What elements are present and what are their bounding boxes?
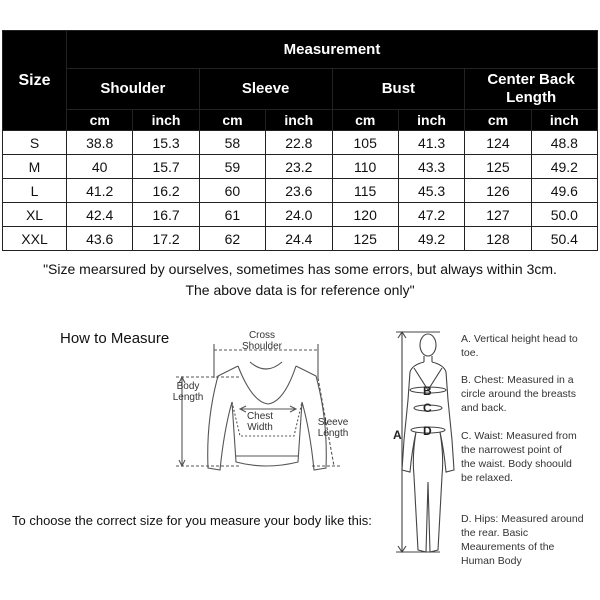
sleeve-length-label: Sleeve Length <box>317 417 349 439</box>
value-cell: 15.7 <box>133 155 199 179</box>
value-cell: 24.4 <box>266 227 332 251</box>
unit-header: cm <box>465 110 531 131</box>
size-cell: S <box>3 131 67 155</box>
column-header-bust: Bust <box>332 69 465 110</box>
value-cell: 43.3 <box>398 155 464 179</box>
value-cell: 126 <box>465 179 531 203</box>
value-cell: 41.3 <box>398 131 464 155</box>
value-cell: 42.4 <box>67 203 133 227</box>
body-length-label: Body Length <box>172 381 204 403</box>
value-cell: 15.3 <box>133 131 199 155</box>
column-header-shoulder: Shoulder <box>67 69 200 110</box>
definition-d: D. Hips: Measured around the rear. Basic Meaurements of the Human Body <box>461 513 584 567</box>
value-cell: 16.7 <box>133 203 199 227</box>
value-cell: 38.8 <box>67 131 133 155</box>
value-cell: 124 <box>465 131 531 155</box>
value-cell: 49.2 <box>398 227 464 251</box>
choose-size-text: To choose the correct size for you measure your body like this: <box>12 513 372 528</box>
value-cell: 49.2 <box>531 155 597 179</box>
value-cell: 23.2 <box>266 155 332 179</box>
measurement-header: Measurement <box>67 31 598 69</box>
value-cell: 17.2 <box>133 227 199 251</box>
value-cell: 125 <box>465 155 531 179</box>
value-cell: 110 <box>332 155 398 179</box>
unit-header: cm <box>199 110 265 131</box>
value-cell: 23.6 <box>266 179 332 203</box>
value-cell: 24.0 <box>266 203 332 227</box>
how-to-measure-title: How to Measure <box>60 330 170 347</box>
chest-width-label: Chest Width <box>246 411 274 433</box>
value-cell: 50.4 <box>531 227 597 251</box>
column-header-center-back-length: Center Back Length <box>465 69 598 110</box>
unit-header: inch <box>531 110 597 131</box>
value-cell: 43.6 <box>67 227 133 251</box>
value-cell: 128 <box>465 227 531 251</box>
definition-c: C. Waist: Measured from the narrowest point of the waist. Body shoould be relaxed. <box>461 430 577 484</box>
unit-header: inch <box>398 110 464 131</box>
unit-header: inch <box>266 110 332 131</box>
value-cell: 41.2 <box>67 179 133 203</box>
note-line-1: "Size mearsured by ourselves, sometimes has some errors, but always within 3cm. <box>43 261 557 277</box>
value-cell: 61 <box>199 203 265 227</box>
value-cell: 16.2 <box>133 179 199 203</box>
value-cell: 120 <box>332 203 398 227</box>
value-cell: 62 <box>199 227 265 251</box>
column-header-sleeve: Sleeve <box>199 69 332 110</box>
cross-shoulder-label: Cross Shoulder <box>241 330 283 352</box>
figure-letter-b: B <box>423 384 432 398</box>
definition-a: A. Vertical height head to toe. <box>461 333 578 359</box>
value-cell: 22.8 <box>266 131 332 155</box>
unit-header: cm <box>332 110 398 131</box>
value-cell: 49.6 <box>531 179 597 203</box>
figure-letter-a: A <box>393 428 402 442</box>
value-cell: 115 <box>332 179 398 203</box>
value-cell: 59 <box>199 155 265 179</box>
size-cell: XL <box>3 203 67 227</box>
value-cell: 45.3 <box>398 179 464 203</box>
value-cell: 50.0 <box>531 203 597 227</box>
value-cell: 48.8 <box>531 131 597 155</box>
value-cell: 125 <box>332 227 398 251</box>
value-cell: 58 <box>199 131 265 155</box>
value-cell: 40 <box>67 155 133 179</box>
value-cell: 47.2 <box>398 203 464 227</box>
size-cell: XXL <box>3 227 67 251</box>
value-cell: 60 <box>199 179 265 203</box>
figure-letter-d: D <box>423 424 432 438</box>
size-cell: L <box>3 179 67 203</box>
unit-header: inch <box>133 110 199 131</box>
value-cell: 105 <box>332 131 398 155</box>
size-header: Size <box>3 31 67 131</box>
definition-b: B. Chest: Measured in a circle around the breasts and back. <box>461 374 576 414</box>
note-line-2: The above data is for reference only" <box>185 282 415 298</box>
figure-letter-c: C <box>423 401 432 415</box>
unit-header: cm <box>67 110 133 131</box>
size-cell: M <box>3 155 67 179</box>
value-cell: 127 <box>465 203 531 227</box>
